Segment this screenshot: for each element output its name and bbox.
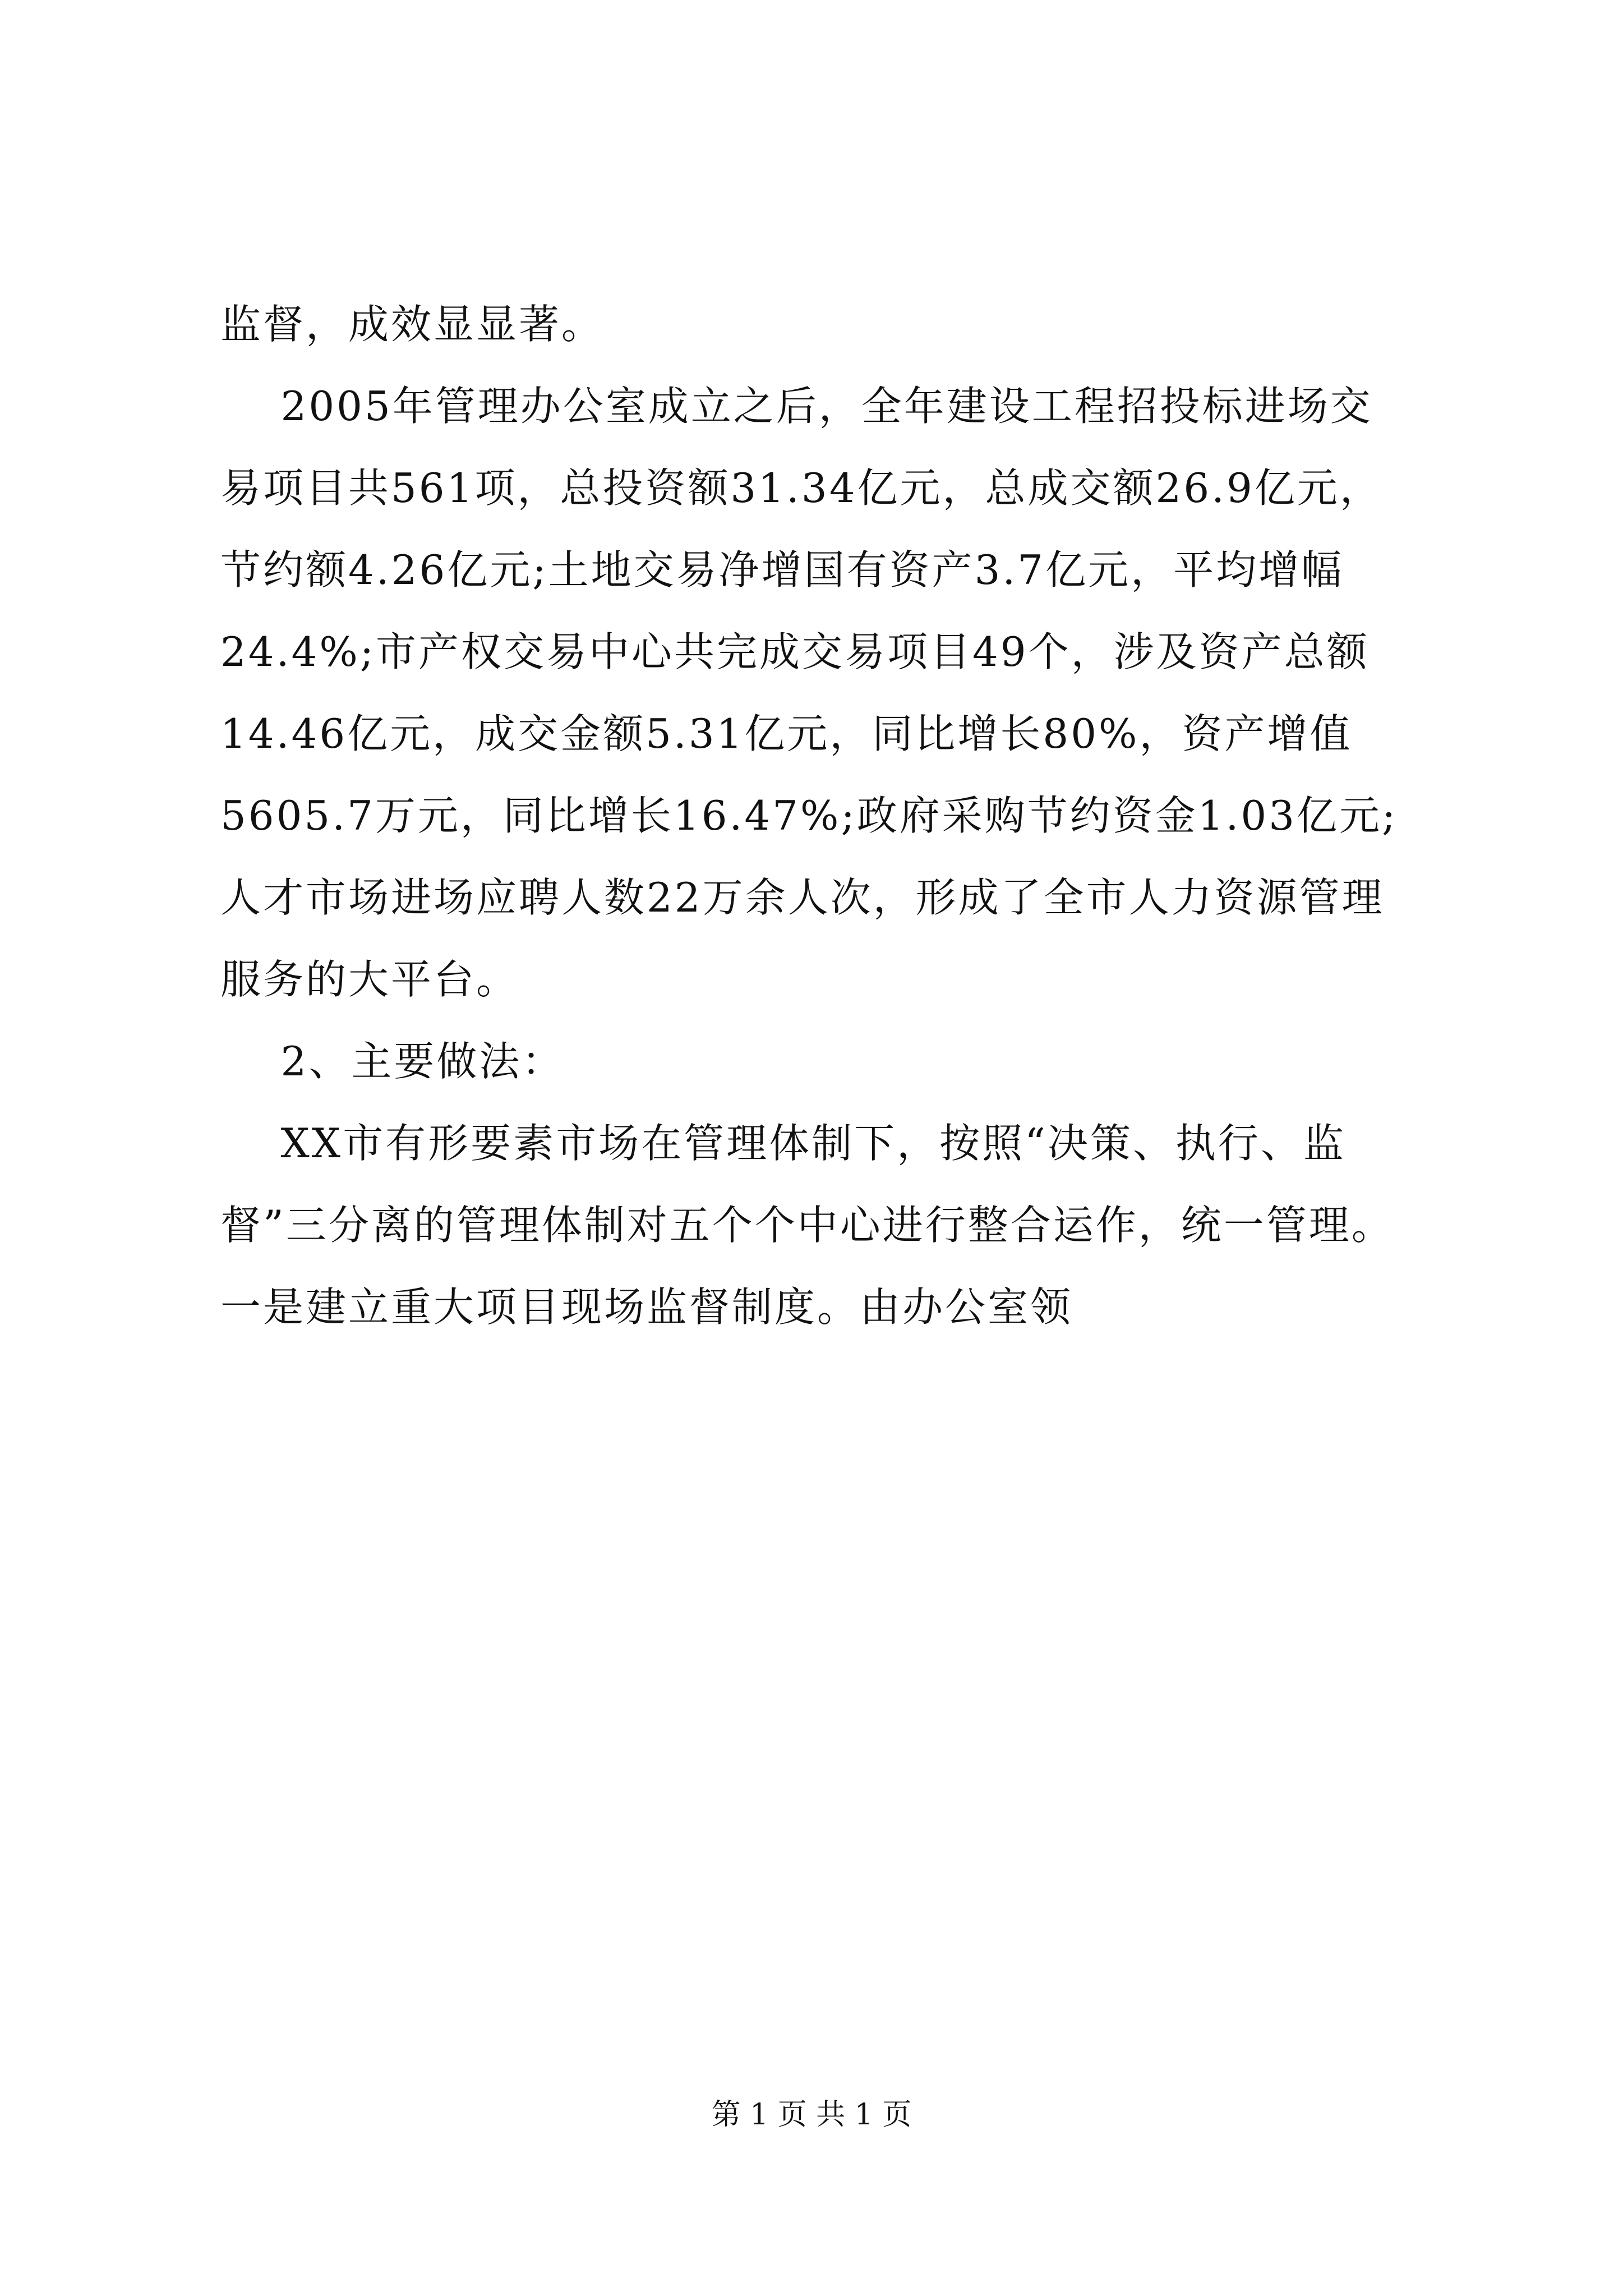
text-line: 服务的大平台。 (220, 956, 519, 1003)
text-line: XX市有形要素市场在管理体制下，按照“决策、执行、监 (220, 1120, 1346, 1167)
text-line: 2005年管理办公室成立之后，全年建设工程招投标进场交 (220, 383, 1373, 430)
text-line: 监督，成效显显著。 (220, 301, 605, 348)
text-line: 易项目共561项，总投资额31.34亿元，总成交额26.9亿元， (220, 464, 1382, 512)
text-line: 14.46亿元，成交金额5.31亿元，同比增长80%，资产增值 (220, 710, 1353, 757)
text-line: 人才市场进场应聘人数22万余人次，形成了全市人力资源管理 (220, 874, 1385, 921)
section-heading: 2、主要做法： (220, 1038, 565, 1085)
text-line: 5605.7万元，同比增长16.47%;政府采购节约资金1.03亿元; (220, 792, 1398, 839)
body-text (220, 283, 1454, 1348)
text-line: 节约额4.26亿元;土地交易净增国有资产3.7亿元，平均增幅 (220, 546, 1344, 593)
page-number-footer: 第 1 页 共 1 页 (711, 2098, 912, 2132)
text-line: 24.4%;市产权交易中心共完成交易项目49个，涉及资产总额 (220, 628, 1370, 675)
text-line: 督”三分离的管理体制对五个个中心进行整合运作，统一管理。 (220, 1202, 1394, 1249)
text-line: 一是建立重大项目现场监督制度。由办公室领 (220, 1283, 1073, 1331)
